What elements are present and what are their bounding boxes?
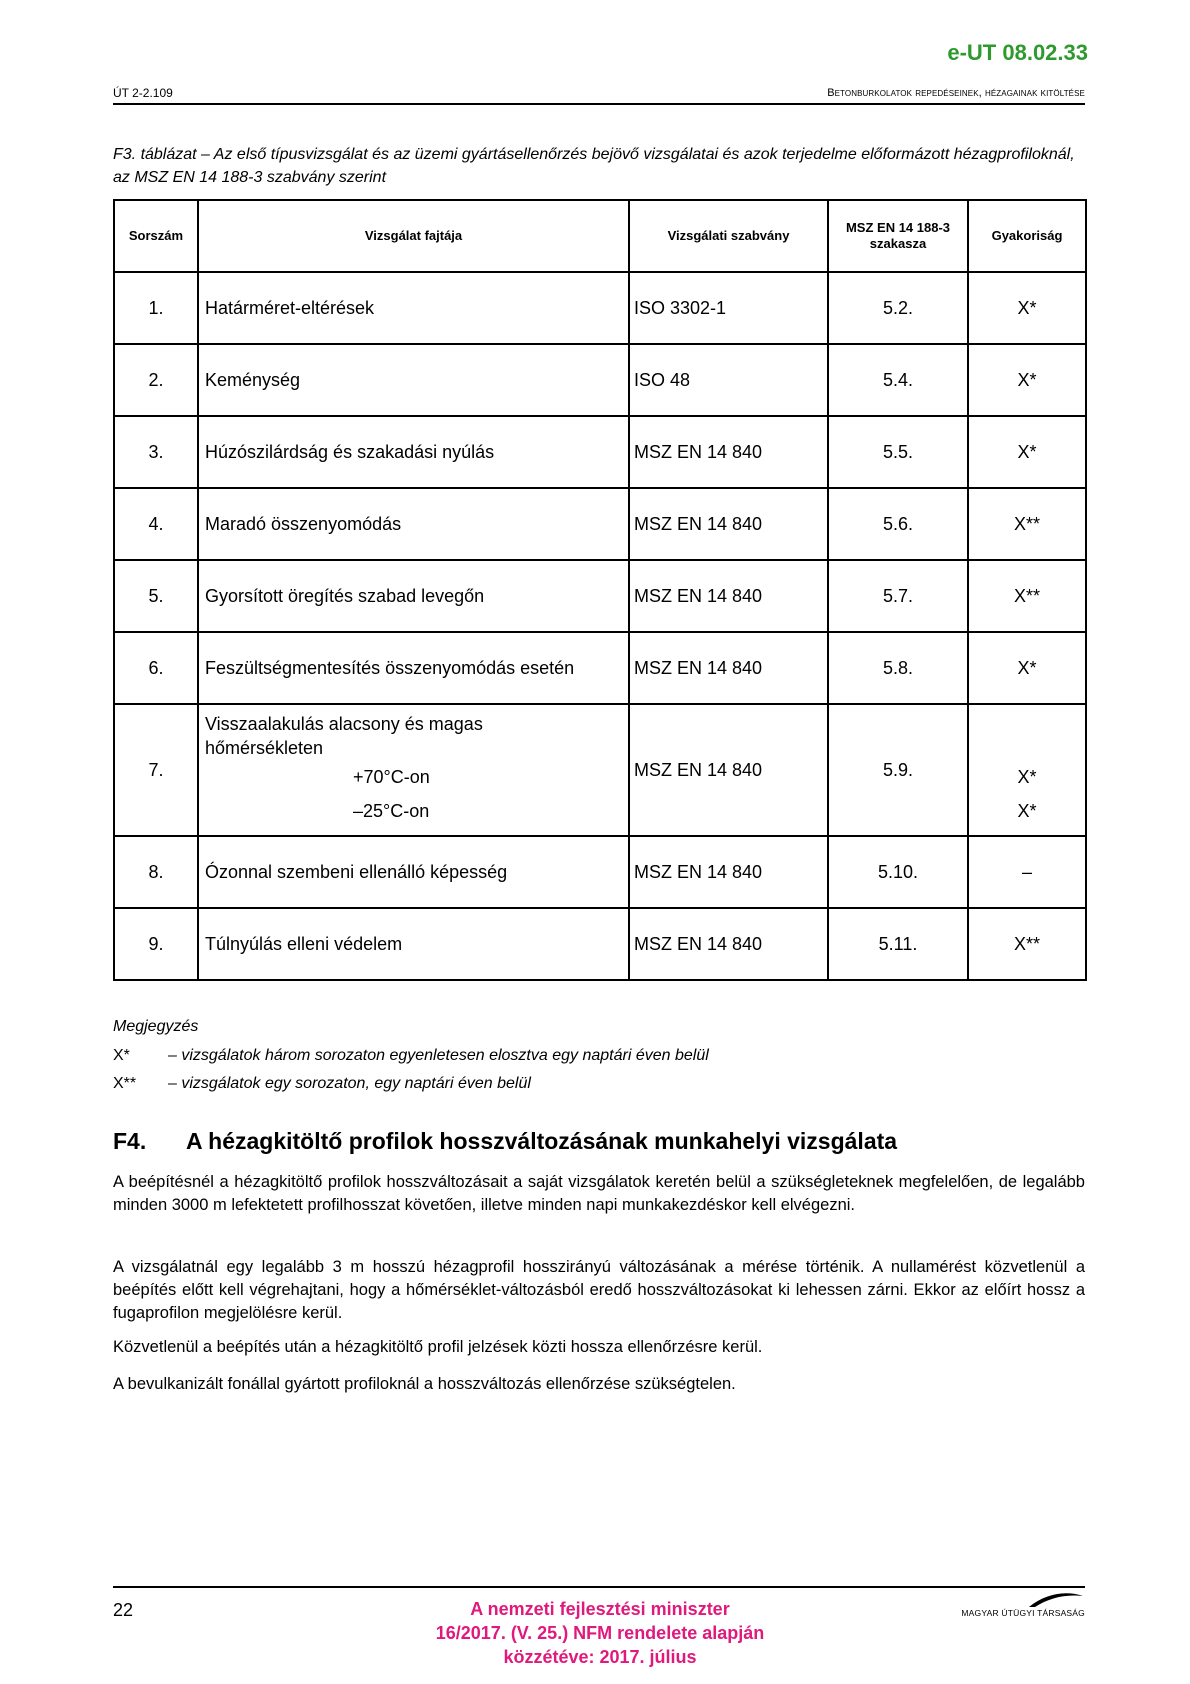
row-number: 9.	[114, 908, 198, 980]
test-frequency: X**	[968, 560, 1086, 632]
test-frequency: X*	[968, 416, 1086, 488]
header-standard-number: ÚT 2-2.109	[113, 86, 173, 100]
society-logo	[925, 1592, 1085, 1618]
test-frequency: X**	[968, 908, 1086, 980]
row-number: 1.	[114, 272, 198, 344]
test-standard: MSZ EN 14 840	[629, 632, 828, 704]
section-number: F4.	[113, 1128, 147, 1154]
table-header-row	[114, 200, 1086, 272]
row-number: 6.	[114, 632, 198, 704]
note-item	[113, 1075, 531, 1093]
standard-section: 5.11.	[828, 908, 968, 980]
col-header-number: Sorszám	[114, 200, 198, 272]
paragraph: A beépítésnél a hézagkitöltő profilok hosszváltozásait a saját vizsgálatok keretén belül a szükségleteknek megfelelően, de legalább minden 3000 m lefektetett profilhosszat követően, illetve minden napi munkakezdéskor kell elvégezni.	[113, 1173, 1085, 1214]
standard-section: 5.7.	[828, 560, 968, 632]
table-row	[114, 416, 1086, 488]
table-row	[114, 272, 1086, 344]
row-number: 5.	[114, 560, 198, 632]
publication-line: közzétéve: 2017. július	[503, 1647, 697, 1667]
test-standard: MSZ EN 14 840	[629, 488, 828, 560]
test-standard: MSZ EN 14 840	[629, 704, 828, 836]
test-condition-cold: –25°C-on	[353, 801, 430, 821]
standard-section: 5.6.	[828, 488, 968, 560]
standard-section: 5.4.	[828, 344, 968, 416]
table-row	[114, 836, 1086, 908]
col-header-test-type: Vizsgálat fajtája	[198, 200, 629, 272]
test-frequency: X*	[968, 344, 1086, 416]
row-number: 3.	[114, 416, 198, 488]
test-name: Gyorsított öregítés szabad levegőn	[198, 560, 629, 632]
test-name: Maradó összenyomódás	[198, 488, 629, 560]
note-title: Megjegyzés	[113, 1018, 199, 1035]
note-text: – vizsgálatok három sorozaton egyenletesen elosztva egy naptári éven belül	[168, 1047, 709, 1064]
test-table	[113, 199, 1087, 981]
paragraph: A bevulkanizált fonállal gyártott profiloknál a hosszváltozás ellenőrzése szükségtelen.	[113, 1375, 736, 1393]
note-text: – vizsgálatok egy sorozaton, egy naptári éven belül	[168, 1075, 531, 1092]
test-name: Húzószilárdság és szakadási nyúlás	[198, 416, 629, 488]
table-caption: F3. táblázat – Az első típusvizsgálat és az üzemi gyártásellenőrzés bejövő vizsgálatai és azok terjedelme előformázott hézagprofiloknál, az MSZ EN 14 188-3 szabvány szerint	[113, 146, 1075, 186]
note-mark: X*	[113, 1047, 130, 1064]
table-row	[114, 560, 1086, 632]
document-code: e-UT 08.02.33	[947, 40, 1088, 65]
test-name: Keménység	[198, 344, 629, 416]
col-header-frequency: Gyakoriság	[968, 200, 1086, 272]
paragraph: Közvetlenül a beépítés után a hézagkitöltő profil jelzések közti hossza ellenőrzésre kerül.	[113, 1338, 763, 1356]
test-standard: ISO 3302-1	[629, 272, 828, 344]
publication-line: 16/2017. (V. 25.) NFM rendelete alapján	[435, 1623, 765, 1643]
paragraph: A vizsgálatnál egy legalább 3 m hosszú hézagprofil hosszirányú változásának a mérése történik. A nullamérést közvetlenül a beépítés előtt kell végrehajtani, hogy a hőmérséklet-változásból eredő hosszváltozásokat ki lehessen zárni. Ekkor az előírt hossz a fugaprofilon megjelölésre kerül.	[113, 1258, 1085, 1322]
frequency-hot: X*	[1017, 767, 1037, 787]
test-name: Feszültségmentesítés összenyomódás esetén	[198, 632, 629, 704]
footer-rule	[113, 1586, 1085, 1588]
table-row	[114, 632, 1086, 704]
test-name: Határméret-eltérések	[198, 272, 629, 344]
row-number: 7.	[114, 704, 198, 836]
standard-section: 5.5.	[828, 416, 968, 488]
test-standard: MSZ EN 14 840	[629, 416, 828, 488]
header-rule	[113, 103, 1085, 105]
note-mark: X**	[113, 1075, 137, 1092]
test-frequency	[968, 704, 1086, 836]
row-number: 4.	[114, 488, 198, 560]
row-number: 2.	[114, 344, 198, 416]
publication-note	[380, 1597, 820, 1669]
table-row	[114, 704, 1086, 836]
standard-section: 5.8.	[828, 632, 968, 704]
publication-line: A nemzeti fejlesztési miniszter	[470, 1599, 730, 1619]
test-frequency: X*	[968, 632, 1086, 704]
table-row	[114, 488, 1086, 560]
table-row	[114, 344, 1086, 416]
test-name-line: Visszaalakulás alacsony és magas	[205, 714, 483, 734]
col-header-standard: Vizsgálati szabvány	[629, 200, 828, 272]
standard-section: 5.10.	[828, 836, 968, 908]
test-frequency: X*	[968, 272, 1086, 344]
test-condition-hot: +70°C-on	[353, 767, 430, 787]
section-title: A hézagkitöltő profilok hosszváltozásának munkahelyi vizsgálata	[186, 1128, 898, 1154]
logo-text: MAGYAR ÚTÜGYI TÁRSASÁG	[961, 1608, 1085, 1618]
frequency-cold: X*	[1017, 801, 1037, 821]
standard-section: 5.9.	[828, 704, 968, 836]
test-standard: ISO 48	[629, 344, 828, 416]
test-name: Ózonnal szembeni ellenálló képesség	[198, 836, 629, 908]
test-name: Túlnyúlás elleni védelem	[198, 908, 629, 980]
test-standard: MSZ EN 14 840	[629, 908, 828, 980]
note-item	[113, 1047, 709, 1065]
col-header-section: MSZ EN 14 188-3 szakasza	[828, 200, 968, 272]
road-swoosh-icon	[1025, 1592, 1085, 1608]
section-heading	[113, 1128, 897, 1155]
test-standard: MSZ EN 14 840	[629, 836, 828, 908]
row-number: 8.	[114, 836, 198, 908]
standard-section: 5.2.	[828, 272, 968, 344]
test-name	[198, 704, 629, 836]
header-document-title: Betonburkolatok repedéseinek, hézagainak kitöltése	[827, 87, 1085, 99]
test-standard: MSZ EN 14 840	[629, 560, 828, 632]
test-frequency: –	[968, 836, 1086, 908]
page-number: 22	[113, 1600, 134, 1620]
table-row	[114, 908, 1086, 980]
test-name-line: hőmérsékleten	[205, 738, 324, 758]
test-frequency: X**	[968, 488, 1086, 560]
